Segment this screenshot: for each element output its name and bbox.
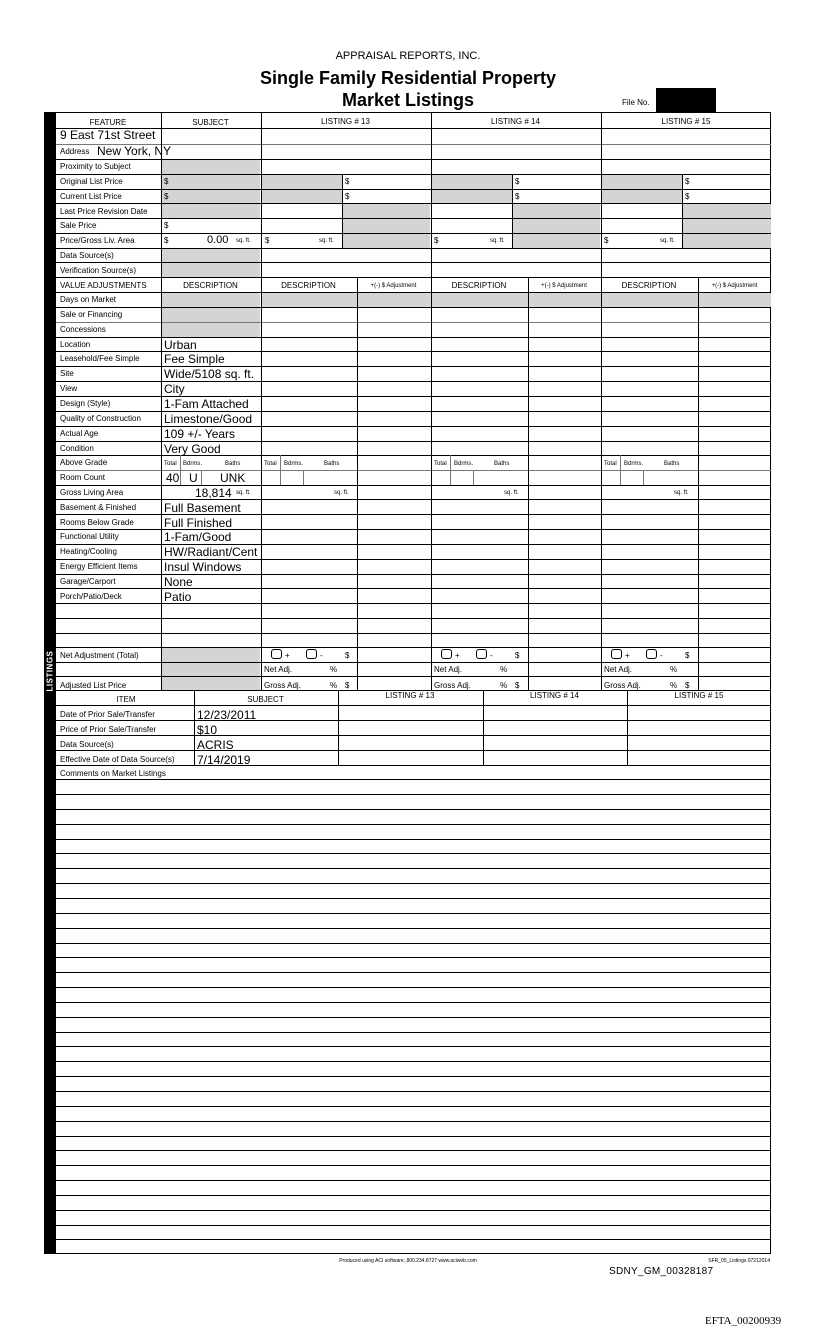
l14-gla-unit: sq. ft. xyxy=(504,490,519,496)
l14-price-gla-dollar: $ xyxy=(434,236,439,245)
grid-col-line xyxy=(528,277,529,690)
comment-rule-line xyxy=(56,839,771,840)
subject-dollar: $ xyxy=(164,236,169,245)
grid-row-line xyxy=(56,750,771,751)
subject-description-header: DESCRIPTION xyxy=(183,281,238,290)
efta-number: EFTA_00200939 xyxy=(705,1315,782,1327)
comment-rule-line xyxy=(56,1180,771,1181)
subject-quality: Limestone/Good xyxy=(164,412,253,426)
shaded-cell xyxy=(161,262,260,277)
l13-dollar: $ xyxy=(345,177,350,186)
subject-gla: 18,814 xyxy=(195,486,232,500)
shaded-cell xyxy=(342,203,430,218)
l14-price-gla-sqft: sq. ft. xyxy=(490,238,505,244)
subject-dollar: $ xyxy=(164,221,169,230)
room-subcol-line xyxy=(303,470,304,485)
l15-baths-header: Baths xyxy=(664,461,680,467)
comment-rule-line xyxy=(56,1210,771,1211)
comment-rule-line xyxy=(56,1017,771,1018)
l15-gross-adj-label: Gross Adj. xyxy=(604,681,641,690)
grid-col-line xyxy=(261,112,262,690)
col-header-subject: SUBJECT xyxy=(192,118,229,127)
label-prior-effective: Effective Date of Data Source(s) xyxy=(60,755,175,764)
prior-effective-value: 7/14/2019 xyxy=(197,753,251,767)
room-subcol-line xyxy=(643,470,644,485)
grid-row-line xyxy=(56,159,771,160)
comment-rule-line xyxy=(56,972,771,973)
prior-col-line xyxy=(338,690,339,765)
grid-row-line xyxy=(56,292,771,293)
l13-minus-label: - xyxy=(320,651,323,660)
comment-rule-line xyxy=(56,928,771,929)
grid-col-line xyxy=(512,174,513,248)
sidebar-label xyxy=(44,650,56,693)
label-prior-source: Data Source(s) xyxy=(60,740,114,749)
l13-price-gla-sqft: sq. ft. xyxy=(319,238,334,244)
l13-price-gla-dollar: $ xyxy=(265,236,270,245)
l13-adjustment-header: +(-) $ Adjustment xyxy=(370,283,417,289)
comment-rule-line xyxy=(56,1076,771,1077)
shaded-cell xyxy=(431,292,601,307)
l14-net-adj-pct: % xyxy=(500,665,508,674)
subject-baths-header: Baths xyxy=(225,461,241,467)
l14-description-header: DESCRIPTION xyxy=(451,281,507,290)
label-room-count: Room Count xyxy=(60,473,105,482)
l14-bdrms-header: Bdrms. xyxy=(454,461,474,467)
label-sale-price: Sale Price xyxy=(60,221,97,230)
file-no-label: File No. xyxy=(622,98,650,107)
l14-minus-label: - xyxy=(490,651,493,660)
room-subcol-line xyxy=(280,455,281,485)
subject-total-header: Total xyxy=(164,461,177,467)
l14-gross-adj-label: Gross Adj. xyxy=(434,681,471,690)
subject-dollar: $ xyxy=(164,192,169,201)
comment-rule-line xyxy=(56,1091,771,1092)
label-porch: Porch/Patio/Deck xyxy=(60,592,122,601)
grid-col-line xyxy=(601,112,602,690)
grid-row-line xyxy=(56,277,771,278)
label-prior-date: Date of Prior Sale/Transfer xyxy=(60,710,155,719)
comment-rule-line xyxy=(56,943,771,944)
shaded-cell xyxy=(161,174,260,189)
shaded-cell xyxy=(601,174,682,189)
shaded-cell xyxy=(512,203,600,218)
grid-row-line xyxy=(56,174,771,175)
l14-dollar: $ xyxy=(515,177,520,186)
l13-description-header: DESCRIPTION xyxy=(281,281,336,290)
l14-total-header: Total xyxy=(434,461,447,467)
comment-rule-line xyxy=(56,1032,771,1033)
comment-rule-line xyxy=(56,868,771,869)
room-subcol-line xyxy=(201,470,202,485)
label-adjusted-list-price: Adjusted List Price xyxy=(60,681,127,690)
comment-rule-line xyxy=(56,987,771,988)
label-heating: Heating/Cooling xyxy=(60,547,117,556)
shaded-cell xyxy=(512,218,600,233)
comment-rule-line xyxy=(56,1195,771,1196)
shaded-cell xyxy=(342,233,430,248)
subject-gla-unit: sq. ft. xyxy=(236,490,251,496)
l15-net-dollar: $ xyxy=(685,651,690,660)
grid-row-line xyxy=(56,499,771,500)
label-net-adjustment: Net Adjustment (Total) xyxy=(60,651,139,660)
comment-rule-line xyxy=(56,1106,771,1107)
form-subtitle: Market Listings xyxy=(341,90,475,110)
shaded-cell xyxy=(342,218,430,233)
l14-baths-header: Baths xyxy=(494,461,510,467)
shaded-cell xyxy=(161,203,260,218)
comment-first-line xyxy=(194,779,771,780)
form-id: SFR_05_Listings 07212014 xyxy=(708,1258,770,1264)
grid-row-line xyxy=(56,662,771,663)
address-label: Address xyxy=(60,147,90,156)
comment-rule-line xyxy=(56,1121,771,1122)
comment-rule-line xyxy=(56,1002,771,1003)
grid-row-line xyxy=(56,470,771,471)
label-gla: Gross Living Area xyxy=(60,488,124,497)
comment-rule-line xyxy=(56,1046,771,1047)
subject-city: New York, NY xyxy=(97,144,172,158)
shaded-cell xyxy=(601,189,682,204)
label-site: Site xyxy=(60,369,74,378)
subject-garage: None xyxy=(164,575,193,589)
grid-row-line xyxy=(56,765,771,766)
l14-minus-checkbox[interactable] xyxy=(476,649,487,659)
col-header-listing14: LISTING # 14 xyxy=(491,117,540,126)
subject-basement: Full Basement xyxy=(164,501,241,515)
l14-net-dollar: $ xyxy=(515,651,520,660)
label-view: View xyxy=(60,384,78,393)
label-comments: Comments on Market Listings xyxy=(60,769,166,778)
label-price-gla: Price/Gross Liv. Area xyxy=(60,236,135,245)
shaded-cell xyxy=(431,189,512,204)
subject-room-total: 40 xyxy=(166,471,180,485)
prior-source-value: ACRIS xyxy=(197,738,234,752)
l13-net-dollar: $ xyxy=(345,651,350,660)
l15-plus-label: + xyxy=(625,651,630,660)
l15-gla-unit: sq. ft. xyxy=(674,490,689,496)
subject-dollar: $ xyxy=(164,177,169,186)
col-header-listing15: LISTING # 15 xyxy=(661,117,711,126)
prior-price-value: $10 xyxy=(197,723,218,737)
grid-col-line xyxy=(161,112,162,690)
prior-item-header: ITEM xyxy=(116,695,136,704)
comment-rule-line xyxy=(56,1165,771,1166)
shaded-cell xyxy=(682,203,771,218)
prior-listing15-header: LISTING # 15 xyxy=(674,691,724,700)
subject-sqft-unit: sq. ft. xyxy=(236,238,251,244)
label-current-list-price: Current List Price xyxy=(60,192,122,201)
produced-by: Produced using ACI software, 800.234.8727 www.aciweb.com xyxy=(339,1258,477,1264)
l15-dollar: $ xyxy=(685,177,690,186)
l13-net-adj-label: Net Adj. xyxy=(264,665,293,674)
comment-rule-line xyxy=(56,913,771,914)
subject-bedrooms: U xyxy=(189,471,198,485)
subject-design: 1-Fam Attached xyxy=(164,397,249,411)
shaded-cell xyxy=(601,292,771,307)
grid-row-line xyxy=(56,705,771,706)
label-prior-price: Price of Prior Sale/Transfer xyxy=(60,725,157,734)
l15-adjusted-dollar: $ xyxy=(685,681,690,690)
label-leasehold: Leasehold/Fee Simple xyxy=(60,354,140,363)
shaded-cell xyxy=(161,647,260,690)
l13-bdrms-header: Bdrms. xyxy=(284,461,304,467)
comment-rule-line xyxy=(56,1136,771,1137)
label-garage: Garage/Carport xyxy=(60,577,116,586)
subject-leasehold: Fee Simple xyxy=(164,352,225,366)
label-proximity: Proximity to Subject xyxy=(60,162,131,171)
l15-total-header: Total xyxy=(604,461,617,467)
l15-dollar: $ xyxy=(685,192,690,201)
l15-bdrms-header: Bdrms. xyxy=(624,461,644,467)
form-title: Single Family Residential Property xyxy=(259,68,557,88)
l15-adjustment-header: +(-) $ Adjustment xyxy=(711,283,758,289)
room-subcol-line xyxy=(180,455,181,485)
grid-row-line xyxy=(56,485,771,486)
prior-date-value: 12/23/2011 xyxy=(197,708,257,722)
grid-row-line xyxy=(56,307,771,308)
col-header-feature: FEATURE xyxy=(89,118,127,127)
label-basement: Basement & Finished xyxy=(60,503,137,512)
room-subcol-line xyxy=(473,470,474,485)
label-design: Design (Style) xyxy=(60,399,111,408)
label-verification-sources: Verification Source(s) xyxy=(60,266,137,275)
subject-porch: Patio xyxy=(164,590,192,604)
bates-number: SDNY_GM_00328187 xyxy=(609,1266,714,1277)
label-data-sources: Data Source(s) xyxy=(60,251,114,260)
room-subcol-line xyxy=(620,455,621,485)
grid-row-line xyxy=(56,720,771,721)
label-sale-financing: Sale or Financing xyxy=(60,310,123,319)
grid-row-line xyxy=(56,218,771,219)
grid-row-line xyxy=(56,128,771,129)
l13-adjusted-dollar: $ xyxy=(345,681,350,690)
label-last-price-revision: Last Price Revision Date xyxy=(60,207,148,216)
grid-col-line xyxy=(342,174,343,248)
prior-listing13-header: LISTING # 13 xyxy=(385,691,435,700)
grid-row-line xyxy=(56,233,771,234)
grid-row-line xyxy=(56,189,771,190)
comment-rule-line xyxy=(56,853,771,854)
shaded-cell xyxy=(261,292,431,307)
subject-energy: Insul Windows xyxy=(164,560,242,574)
subject-bdrms-header: Bdrms. xyxy=(183,461,203,467)
l13-total-header: Total xyxy=(264,461,277,467)
l15-description-header: DESCRIPTION xyxy=(621,281,677,290)
label-actual-age: Actual Age xyxy=(60,429,99,438)
prior-col-line xyxy=(627,690,628,765)
l15-price-gla-sqft: sq. ft. xyxy=(660,238,675,244)
grid-col-line xyxy=(698,277,699,690)
l14-plus-label: + xyxy=(455,651,460,660)
l14-gross-adj-pct: % xyxy=(500,681,508,690)
grid-col-line xyxy=(682,174,683,248)
subject-location: Urban xyxy=(164,338,197,352)
shaded-cell xyxy=(261,189,342,204)
subject-view: City xyxy=(164,382,185,396)
room-subcol-line xyxy=(450,455,451,485)
subject-functional: 1-Fam/Good xyxy=(164,530,232,544)
shaded-cell xyxy=(261,174,342,189)
grid-col-line xyxy=(431,112,432,690)
shaded-cell xyxy=(161,189,260,204)
comment-rule-line xyxy=(56,898,771,899)
comment-rule-line xyxy=(56,1150,771,1151)
grid-row-line xyxy=(56,322,771,323)
subject-baths: UNK xyxy=(220,471,246,485)
l13-baths-header: Baths xyxy=(324,461,340,467)
l13-gross-adj-pct: % xyxy=(330,681,338,690)
grid-col-line xyxy=(357,277,358,690)
l14-net-adj-label: Net Adj. xyxy=(434,665,463,674)
label-above-grade: Above Grade xyxy=(60,458,108,467)
label-functional: Functional Utility xyxy=(60,532,119,541)
l13-minus-checkbox[interactable] xyxy=(306,649,317,659)
l13-dollar: $ xyxy=(345,192,350,201)
subject-actual-age: 109 +/- Years xyxy=(164,427,236,441)
col-header-listing13: LISTING # 13 xyxy=(321,117,370,126)
subject-heating: HW/Radiant/Cent xyxy=(164,545,258,559)
prior-col-line xyxy=(483,690,484,765)
label-concessions: Concessions xyxy=(60,325,106,334)
shaded-cell xyxy=(161,248,260,263)
l13-net-adj-pct: % xyxy=(330,665,338,674)
grid-row-line xyxy=(56,633,771,634)
l15-price-gla-dollar: $ xyxy=(604,236,609,245)
grid-row-line xyxy=(56,735,771,736)
label-location: Location xyxy=(60,340,91,349)
grid-row-line xyxy=(56,647,771,648)
grid-row-line xyxy=(56,262,771,263)
grid-row-line xyxy=(56,618,771,619)
subject-street: 9 East 71st Street xyxy=(60,128,156,142)
l14-adjustment-header: +(-) $ Adjustment xyxy=(541,283,587,289)
label-original-list-price: Original List Price xyxy=(60,177,123,186)
comment-rule-line xyxy=(56,794,771,795)
l15-net-adj-label: Net Adj. xyxy=(604,665,633,674)
label-value-adjustments: VALUE ADJUSTMENTS xyxy=(60,281,147,290)
grid-row-line xyxy=(56,203,771,204)
l13-gla-unit: sq. ft. xyxy=(334,490,349,496)
shaded-cell xyxy=(682,233,771,248)
comment-rule-line xyxy=(56,1225,771,1226)
grid-row-line xyxy=(56,676,771,677)
label-energy: Energy Efficient Items xyxy=(60,562,138,571)
shaded-cell xyxy=(682,218,771,233)
subject-price-per-sqft: 0.00 xyxy=(207,234,229,246)
comment-rule-line xyxy=(56,824,771,825)
label-days-on-market: Days on Market xyxy=(60,295,117,304)
l15-gross-adj-pct: % xyxy=(670,681,678,690)
l14-dollar: $ xyxy=(515,192,520,201)
subject-rooms-below: Full Finished xyxy=(164,516,233,530)
comment-rule-line xyxy=(56,883,771,884)
shaded-cell xyxy=(512,233,600,248)
prior-listing14-header: LISTING # 14 xyxy=(530,691,579,700)
grid-row-line xyxy=(56,248,771,249)
subject-condition: Very Good xyxy=(164,442,221,456)
redaction-box xyxy=(656,88,716,113)
label-rooms-below: Rooms Below Grade xyxy=(60,518,134,527)
comment-rule-line xyxy=(56,1239,771,1240)
comment-rule-line xyxy=(56,809,771,810)
l15-minus-checkbox[interactable] xyxy=(646,649,657,659)
comment-rule-line xyxy=(56,957,771,958)
sidebar-label-text: LISTINGS xyxy=(45,650,55,692)
comment-rule-line xyxy=(56,1061,771,1062)
l15-plus-checkbox[interactable] xyxy=(611,649,622,659)
label-quality: Quality of Construction xyxy=(60,414,141,423)
l13-plus-label: + xyxy=(285,651,290,660)
l15-net-adj-pct: % xyxy=(670,665,678,674)
prior-subject-header: SUBJECT xyxy=(247,695,284,704)
shaded-cell xyxy=(161,292,260,337)
l15-minus-label: - xyxy=(660,651,663,660)
company-name: APPRAISAL REPORTS, INC. xyxy=(335,50,481,62)
shaded-cell xyxy=(161,159,260,174)
shaded-cell xyxy=(431,174,512,189)
l13-plus-checkbox[interactable] xyxy=(271,649,282,659)
l14-plus-checkbox[interactable] xyxy=(441,649,452,659)
l14-adjusted-dollar: $ xyxy=(515,681,520,690)
label-condition: Condition xyxy=(60,444,94,453)
subject-site: Wide/5108 sq. ft. xyxy=(164,367,255,381)
l13-gross-adj-label: Gross Adj. xyxy=(264,681,301,690)
